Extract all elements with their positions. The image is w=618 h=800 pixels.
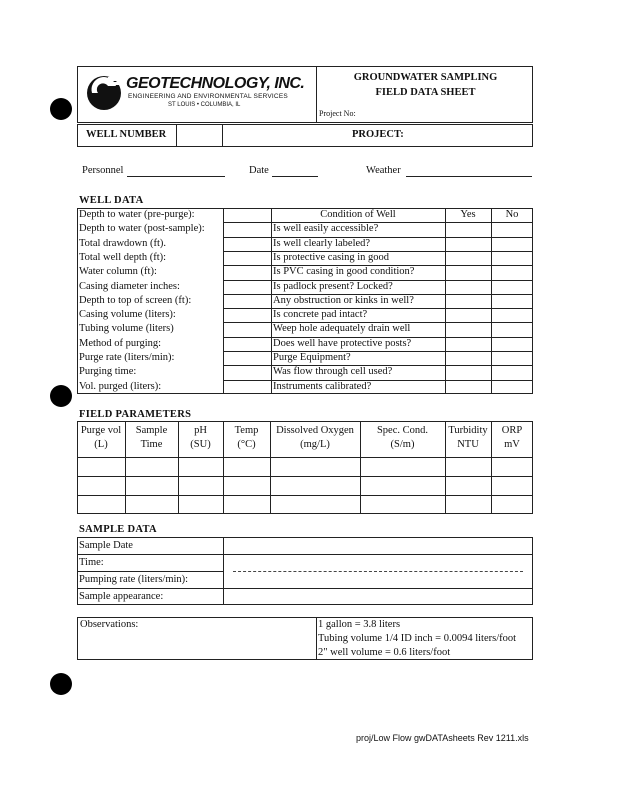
sample-data-label: Time: [79,557,104,568]
well-data-value-field[interactable] [224,366,270,378]
well-data-value-field[interactable] [224,209,270,221]
logo-subtitle: ENGINEERING AND ENVIRONMENTAL SERVICES [128,93,288,100]
condition-question: Is PVC casing in good condition? [273,266,415,278]
well-data-value-field[interactable] [224,238,270,250]
condition-yes-field[interactable] [446,252,490,264]
param-cell[interactable] [361,477,444,494]
param-header-line1: Spec. Cond. [376,425,429,436]
punch-hole-top [50,98,72,120]
condition-yes-field[interactable] [446,323,490,335]
param-cell[interactable] [492,496,532,513]
weather-field[interactable] [406,176,532,177]
well-data-label: Total well depth (ft): [79,251,167,263]
field-parameters-title: FIELD PARAMETERS [79,409,192,420]
yes-header: Yes [460,209,476,220]
well-number-field[interactable] [177,125,221,146]
param-cell[interactable] [271,477,359,494]
condition-no-field[interactable] [492,266,532,278]
well-number-label: WELL NUMBER [86,129,167,140]
sample-data-field[interactable] [224,589,532,604]
param-header-line1: Sample [135,425,168,436]
well-data-label: Purge rate (liters/min): [79,352,175,363]
param-cell[interactable] [361,458,444,475]
condition-yes-field[interactable] [446,309,490,321]
condition-yes-field[interactable] [446,281,490,293]
param-cell[interactable] [179,477,222,494]
condition-question: Is concrete pad intact? [273,309,368,321]
param-cell[interactable] [78,477,124,494]
obs-note-tubing: Tubing volume 1/4 ID inch = 0.0094 liters/foot [318,633,517,644]
date-field[interactable] [272,176,318,177]
param-header-line1: Temp [234,425,259,436]
well-data-label: Depth to water (pre-purge): [79,209,195,220]
param-header-line2: (°C) [237,439,256,450]
param-header-line2: (L) [94,439,108,450]
condition-question: Is padlock present? Locked? [273,280,393,292]
condition-no-field[interactable] [492,381,532,393]
punch-hole-middle [50,385,72,407]
param-header-line2: Time [140,439,163,450]
param-header-line2: (mg/L) [300,439,330,450]
well-data-value-field[interactable] [224,252,270,264]
well-data-value-field[interactable] [224,281,270,293]
param-cell[interactable] [179,458,222,475]
company-logo [84,72,312,118]
sample-data-field[interactable] [224,572,532,587]
condition-no-field[interactable] [492,223,532,235]
well-data-label: Vol. purged (liters): [79,380,162,392]
logo-globe-icon [84,74,126,112]
condition-yes-field[interactable] [446,352,490,364]
condition-question: Does well have protective posts? [273,337,412,349]
well-data-value-field[interactable] [224,309,270,321]
well-data-value-field[interactable] [224,352,270,364]
param-header-line1: ORP [501,425,523,436]
condition-yes-field[interactable] [446,295,490,307]
param-cell[interactable] [271,496,359,513]
condition-no-field[interactable] [492,366,532,378]
condition-question: Any obstruction or kinks in well? [273,294,414,306]
param-header-line1: Purge vol [80,425,122,436]
param-cell[interactable] [224,496,269,513]
logo-text: GEOTECHNOLOGY, INC. [126,75,305,92]
param-cell[interactable] [224,477,269,494]
sample-data-title: SAMPLE DATA [79,524,157,535]
personnel-label: Personnel [82,165,124,176]
well-data-value-field[interactable] [224,266,270,278]
punch-hole-bottom [50,673,72,695]
obs-note-gallon: 1 gallon = 3.8 liters [318,619,401,630]
param-header-line1: pH [194,425,207,436]
condition-question: Weep hole adequately drain well [273,323,411,335]
project-label: PROJECT: [352,129,404,140]
param-cell[interactable] [126,458,177,475]
sample-data-label: Pumping rate (liters/min): [79,574,189,585]
param-cell[interactable] [446,477,490,494]
param-header-line1: Turbidity [448,425,488,436]
well-data-label: Total drawdown (ft). [79,237,167,249]
param-header-line2: NTU [457,439,479,450]
condition-question: Was flow through cell used? [273,366,393,378]
obs-note-well-volume: 2" well volume = 0.6 liters/foot [318,647,451,658]
well-data-value-field[interactable] [224,338,270,350]
well-data-value-field[interactable] [224,323,270,335]
well-data-label: Casing diameter inches: [79,280,180,292]
well-data-label: Method of purging: [79,337,162,349]
condition-yes-field[interactable] [446,223,490,235]
no-header: No [505,209,519,220]
param-cell[interactable] [78,496,124,513]
param-cell[interactable] [126,477,177,494]
date-label: Date [249,165,269,176]
condition-question: Is well easily accessible? [273,223,379,235]
well-data-label: Water column (ft): [79,266,157,278]
condition-yes-field[interactable] [446,266,490,278]
form-title-line2: FIELD DATA SHEET [375,87,476,98]
param-cell[interactable] [361,496,444,513]
condition-question: Is well clearly labeled? [273,237,371,249]
param-cell[interactable] [492,477,532,494]
condition-no-field[interactable] [492,252,532,264]
condition-no-field[interactable] [492,338,532,350]
well-data-value-field[interactable] [224,381,270,393]
project-no-label: Project No: [319,109,356,118]
condition-no-field[interactable] [492,281,532,293]
well-data-label: Purging time: [79,366,137,378]
personnel-field[interactable] [127,176,225,177]
condition-no-field[interactable] [492,238,532,250]
weather-label: Weather [366,165,401,176]
param-header-line2: mV [504,439,520,450]
param-cell[interactable] [224,458,269,475]
condition-no-field[interactable] [492,352,532,364]
condition-question: Instruments calibrated? [273,380,372,392]
condition-yes-field[interactable] [446,238,490,250]
observations-field[interactable] [78,632,314,658]
condition-no-field[interactable] [492,295,532,307]
param-cell[interactable] [492,458,532,475]
sample-data-label: Sample Date [79,540,133,551]
condition-header: Condition of Well [320,209,396,220]
condition-yes-field[interactable] [446,338,490,350]
footer-file-reference: proj/Low Flow gwDATAsheets Rev 1211.xls [356,733,529,743]
param-cell[interactable] [179,496,222,513]
condition-question: Is protective casing in good [273,251,390,263]
well-data-label: Depth to top of screen (ft): [79,294,192,306]
well-data-label: Depth to water (post-sample): [79,223,205,235]
sample-data-field[interactable] [224,538,532,553]
param-cell[interactable] [271,458,359,475]
param-cell[interactable] [446,496,490,513]
param-cell[interactable] [78,458,124,475]
observations-label: Observations: [80,619,139,630]
param-header-line1: Dissolved Oxygen [276,425,354,436]
param-cell[interactable] [126,496,177,513]
logo-location: ST LOUIS • COLUMBIA, IL [168,102,241,108]
condition-no-field[interactable] [492,323,532,335]
condition-yes-field[interactable] [446,366,490,378]
param-cell[interactable] [446,458,490,475]
sample-data-field[interactable] [224,555,532,570]
well-data-label: Casing volume (liters): [79,309,176,321]
sample-data-label: Sample appearance: [79,591,164,602]
condition-no-field[interactable] [492,309,532,321]
condition-yes-field[interactable] [446,381,490,393]
well-data-value-field[interactable] [224,223,270,235]
well-data-value-field[interactable] [224,295,270,307]
param-header-line2: (SU) [190,439,211,450]
well-data-label: Tubing volume (liters) [79,323,174,335]
form-title-line1: GROUNDWATER SAMPLING [353,72,498,83]
well-data-title: WELL DATA [79,195,144,206]
condition-question: Purge Equipment? [273,352,351,363]
param-header-line2: (S/m) [390,439,415,450]
